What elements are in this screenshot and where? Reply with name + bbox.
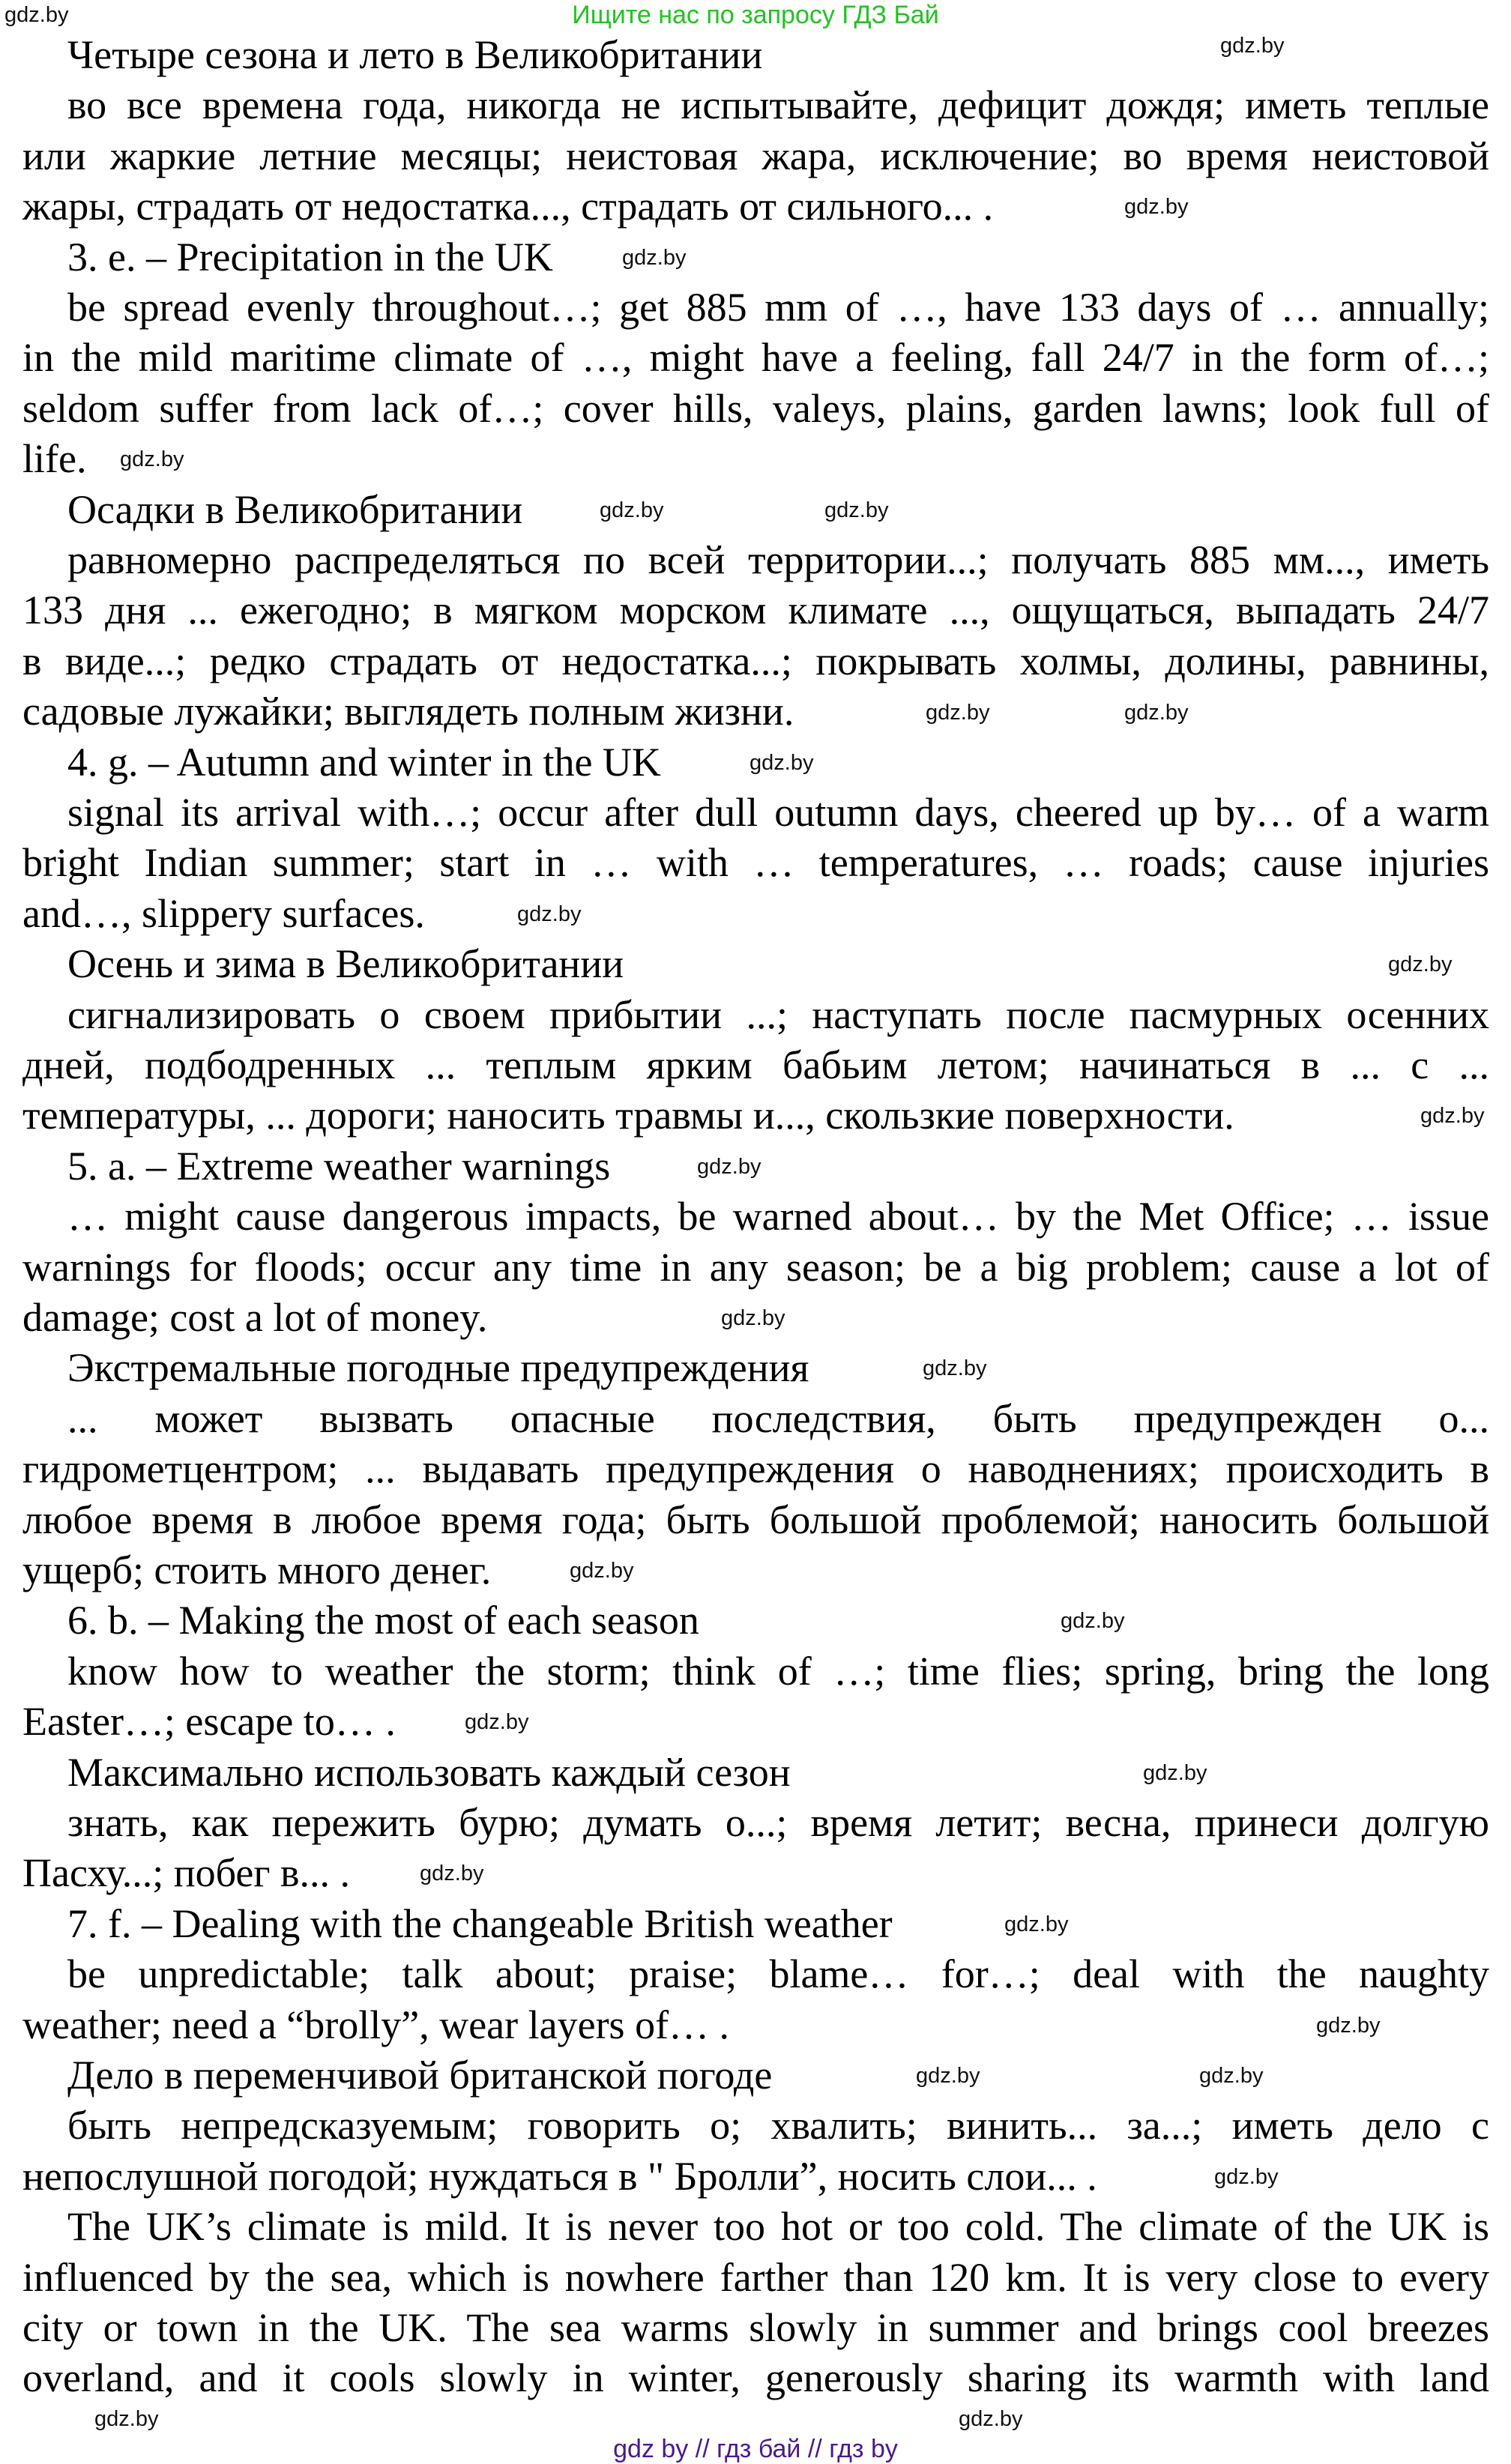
text-line: во все времена года, никогда не испытывайте, дефицит дождя; иметь теплые xyxy=(67,82,1489,128)
watermark: gdz.by xyxy=(120,447,184,471)
text-line: bright Indian summer; start in … with … temperatures, … roads; cause injuries xyxy=(22,840,1489,886)
watermark: gdz.by xyxy=(1214,2165,1279,2189)
watermark: gdz.by xyxy=(926,701,990,725)
watermark: gdz.by xyxy=(1388,952,1453,976)
text-line: weather; need a “brolly”, wear layers of… . xyxy=(22,2002,730,2047)
watermark: gdz.by xyxy=(1420,1104,1485,1128)
watermark: gdz.by xyxy=(1220,34,1285,58)
text-line: 6. b. – Making the most of each season xyxy=(67,1598,699,1643)
text-line: непослушной погодой; нуждаться в " Бролли”, носить слои... . xyxy=(22,2153,1097,2199)
watermark: gdz.by xyxy=(1143,1761,1207,1785)
text-line: равномерно распределяться по всей территории...; получать 885 мм..., иметь xyxy=(67,537,1489,582)
text-line: and…, slippery surfaces. xyxy=(22,890,425,936)
text-line: in the mild maritime climate of …, might have a feeling, fall 24/7 in the form of…; xyxy=(22,335,1489,381)
text-line: … might cause dangerous impacts, be warned about… by the Met Office; … issue xyxy=(67,1194,1489,1239)
footer-links[interactable]: gdz by // гдз бай // гдз by xyxy=(613,2435,898,2463)
watermark: gdz.by xyxy=(1061,1609,1125,1633)
watermark: gdz.by xyxy=(4,3,69,27)
text-line: seldom suffer from lack of…; cover hills, valeys, plains, garden lawns; look full of xyxy=(22,385,1489,431)
watermark: gdz.by xyxy=(1316,2014,1381,2038)
watermark: gdz.by xyxy=(824,498,889,522)
text-line: signal its arrival with…; occur after dull outumn days, cheered up by… of a warm xyxy=(67,790,1489,835)
text-line: be spread evenly throughout…; get 885 mm of …, have 133 days of … annually; xyxy=(67,285,1489,330)
watermark: gdz.by xyxy=(1004,1912,1069,1936)
text-line: Easter…; escape to… . xyxy=(22,1699,396,1745)
text-line: 133 дня ... ежегодно; в мягком морском климате ..., ощущаться, выпадать 24/7 xyxy=(22,588,1489,633)
search-banner: Ищите нас по запросу ГДЗ Бай xyxy=(572,1,939,29)
text-line: любое время в любое время года; быть большой проблемой; наносить большой xyxy=(22,1497,1489,1542)
text-line: damage; cost a lot of money. xyxy=(22,1295,488,1340)
text-line: садовые лужайки; выглядеть полным жизни. xyxy=(22,689,794,734)
text-line: 3. e. – Precipitation in the UK xyxy=(67,234,553,280)
text-line: гидрометцентром; ... выдавать предупреждения о наводнениях; происходить в xyxy=(22,1446,1489,1492)
watermark: gdz.by xyxy=(923,1356,987,1380)
text-line: life. xyxy=(22,436,87,482)
watermark: gdz.by xyxy=(622,246,687,270)
watermark: gdz.by xyxy=(959,2407,1023,2431)
text-line: быть непредсказуемым; говорить о; хвалить; винить... за...; иметь дело с xyxy=(67,2103,1489,2149)
watermark: gdz.by xyxy=(465,1710,529,1734)
watermark: gdz.by xyxy=(570,1559,634,1583)
text-line: Осень и зима в Великобритании xyxy=(67,941,624,987)
watermark: gdz.by xyxy=(600,498,664,522)
watermark: gdz.by xyxy=(420,1861,484,1885)
text-line: Осадки в Великобритании xyxy=(67,486,523,532)
watermark: gdz.by xyxy=(517,902,582,926)
text-line: Дело в переменчивой британской погоде xyxy=(67,2053,773,2098)
watermark: gdz.by xyxy=(1124,195,1189,219)
text-line: be unpredictable; talk about; praise; blame… for…; deal with the naughty xyxy=(67,1951,1489,1997)
watermark: gdz.by xyxy=(94,2407,159,2431)
text-line: know how to weather the storm; think of …; time flies; spring, bring the long xyxy=(67,1648,1489,1694)
text-line: overland, and it cools slowly in winter, generously sharing its warmth with land xyxy=(22,2355,1489,2401)
text-line: знать, как пережить бурю; думать о...; время летит; весна, принеси долгую xyxy=(67,1800,1489,1845)
text-line: сигнализировать о своем прибытии ...; наступать после пасмурных осенних xyxy=(67,991,1489,1037)
watermark: gdz.by xyxy=(1124,701,1189,725)
text-line: Максимально использовать каждый сезон xyxy=(67,1749,791,1795)
watermark: gdz.by xyxy=(916,2064,980,2088)
watermark: gdz.by xyxy=(721,1306,785,1330)
text-line: в виде...; редко страдать от недостатка...; покрывать холмы, долины, равнины, xyxy=(22,638,1489,683)
text-line: The UK’s climate is mild. It is never too hot or too cold. The climate of the UK is xyxy=(67,2204,1489,2250)
text-line: ... может вызвать опасные последствия, быть предупрежден о... xyxy=(67,1395,1489,1441)
text-line: 7. f. – Dealing with the changeable British weather xyxy=(67,1900,893,1946)
text-line: или жаркие летние месяцы; неистовая жара, исключение; во время неистовой xyxy=(22,133,1489,178)
text-line: Пасху...; побег в... . xyxy=(22,1850,351,1896)
text-line: city or town in the UK. The sea warms slowly in summer and brings cool breezes xyxy=(22,2305,1489,2350)
text-line: 4. g. – Autumn and winter in the UK xyxy=(67,739,661,785)
text-line: warnings for floods; occur any time in any season; be a big problem; cause a lot of xyxy=(22,1244,1489,1290)
text-line: 5. a. – Extreme weather warnings xyxy=(67,1143,611,1189)
watermark: gdz.by xyxy=(750,751,814,775)
watermark: gdz.by xyxy=(1199,2064,1264,2088)
text-line: ущерб; стоить много денег. xyxy=(22,1547,492,1592)
watermark: gdz.by xyxy=(697,1155,761,1179)
text-line: Четыре сезона и лето в Великобритании xyxy=(67,32,763,77)
text-line: дней, подбодренных ... теплым ярким бабьим летом; начинаться в ... с ... xyxy=(22,1042,1489,1087)
text-line: influenced by the sea, which is nowhere farther than 120 km. It is very close to every xyxy=(22,2254,1489,2300)
text-line: Экстремальные погодные предупреждения xyxy=(67,1345,809,1391)
text-line: жары, страдать от недостатка..., страдать от сильного... . xyxy=(22,184,994,229)
text-line: температуры, ... дороги; наносить травмы и..., скользкие поверхности. xyxy=(22,1093,1234,1138)
